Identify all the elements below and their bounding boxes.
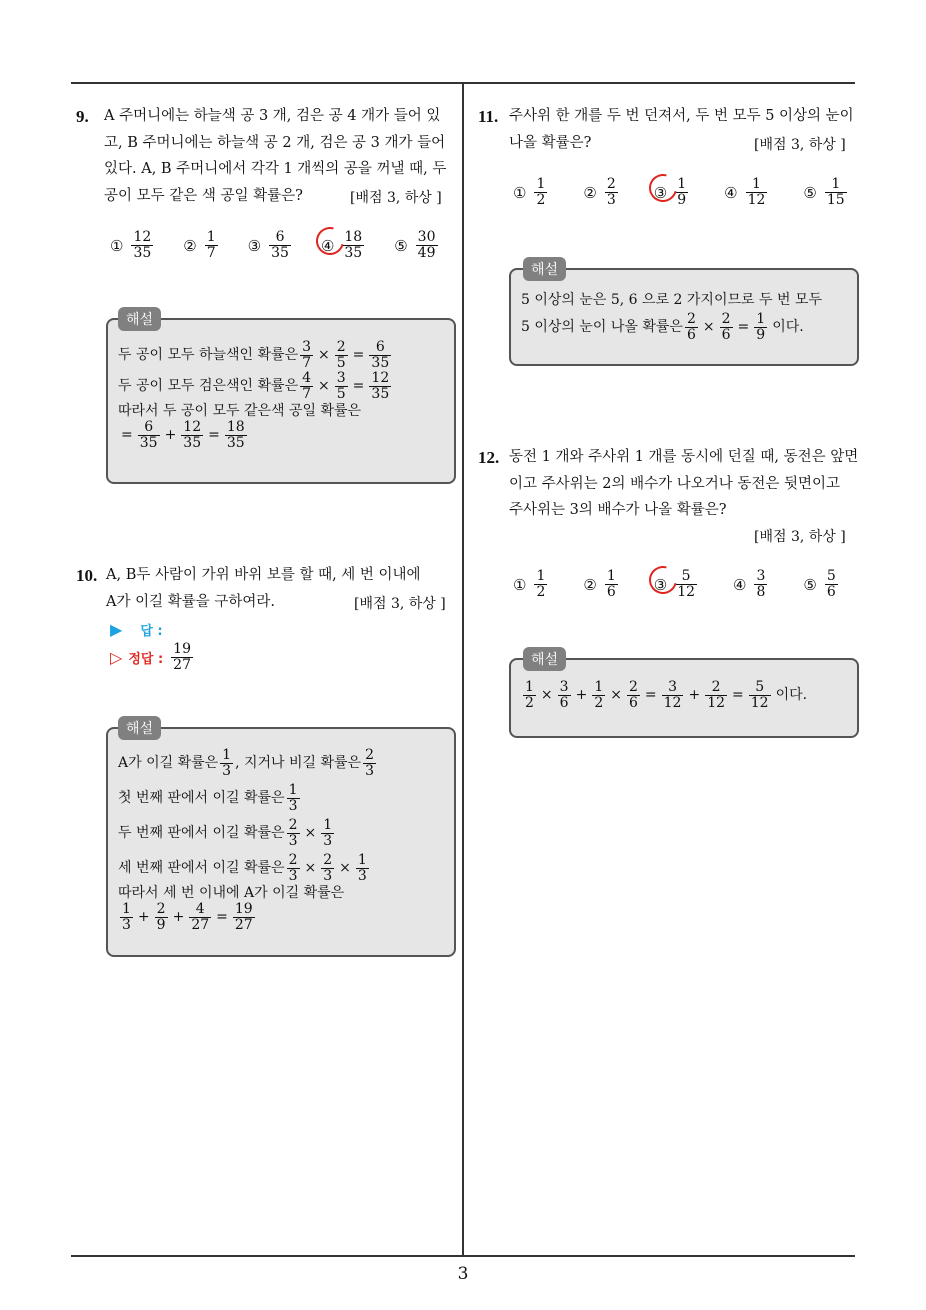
- q10-number: 10.: [76, 566, 98, 585]
- numerator: 1: [222, 747, 232, 763]
- numerator: 1: [752, 176, 761, 192]
- q9-choice-5[interactable]: [394, 230, 439, 261]
- denominator: 49: [417, 245, 436, 261]
- q12-choices: [513, 569, 868, 600]
- numerator: 2: [365, 747, 374, 763]
- solution-text: 5 이상의 눈은 5, 6 으로 2 가지이므로 두 번 모두: [521, 291, 822, 308]
- q9-line: A 주머니에는 하늘색 공 3 개, 검은 공 4 개가 들어 있: [104, 108, 441, 124]
- numerator: 3: [302, 339, 312, 355]
- denominator: 12: [750, 695, 769, 711]
- q11-line: 나올 확률은?: [509, 134, 592, 151]
- numerator: 2: [288, 817, 298, 833]
- denominator: 12: [747, 192, 766, 208]
- numerator: 1: [206, 229, 216, 245]
- solution-text: 따라서 세 번 이내에 A가 이길 확률은: [118, 884, 345, 901]
- denominator: 12: [663, 695, 682, 711]
- numerator: 1: [536, 568, 546, 584]
- denominator: 5: [336, 355, 346, 371]
- numerator: 12: [371, 370, 390, 386]
- denominator: 7: [302, 386, 312, 402]
- choice-mark: ②: [183, 236, 197, 255]
- numerator: 12: [183, 419, 202, 435]
- denominator: 9: [156, 917, 166, 933]
- numerator: 3: [336, 370, 346, 386]
- choice-mark: ④: [724, 183, 738, 202]
- denominator: 27: [234, 917, 253, 933]
- q10-answer-row: [110, 620, 163, 639]
- answer-label: 답 :: [140, 624, 163, 639]
- numerator: 2: [323, 852, 333, 868]
- q11-choice-5[interactable]: [803, 177, 848, 208]
- choice-mark: ⑤: [803, 183, 817, 202]
- q11-choice-4[interactable]: [724, 177, 769, 208]
- numerator: 1: [606, 568, 616, 584]
- denominator: 2: [536, 584, 546, 600]
- q11-solution: 5 이상의 눈은 5, 6 으로 2 가지이므로 두 번 모두 5 이상의 눈이 나올 확률은 $\frac{2}{6}$ × $\frac{2}{6}$ = $\frac{1}{9}$ 이다.: [521, 291, 822, 343]
- denominator: 9: [756, 327, 766, 343]
- denominator: 3: [288, 868, 298, 884]
- denominator: 3: [606, 192, 616, 208]
- denominator: 12: [677, 584, 696, 600]
- denominator: 6: [721, 327, 731, 343]
- solution-text: 두 번째 판에서 이길 확률은: [118, 825, 285, 841]
- q9-choice-3[interactable]: [248, 230, 293, 261]
- denominator: 35: [183, 435, 202, 451]
- hollow-arrow-icon: ▷: [110, 648, 123, 667]
- denominator: 2: [594, 695, 604, 711]
- numerator: 1: [525, 679, 534, 695]
- denominator: 3: [323, 868, 333, 884]
- denominator: 3: [288, 833, 298, 849]
- denominator: 9: [677, 192, 687, 208]
- q10-correct-row: [110, 642, 195, 673]
- numerator: 18: [226, 419, 245, 435]
- numerator: 2: [288, 852, 298, 868]
- denominator: 35: [344, 245, 363, 261]
- solution-text: 두 공이 모두 검은색인 확률은: [118, 378, 299, 394]
- q9-choice-1[interactable]: [110, 230, 155, 261]
- numerator: 2: [628, 679, 638, 695]
- choice-mark: ③: [653, 575, 668, 594]
- q11-choice-1[interactable]: [513, 177, 549, 208]
- q12-solution-tag: 해설: [523, 647, 566, 671]
- denominator: 3: [365, 763, 374, 779]
- q9-line: 공이 모두 같은 색 공일 확률은?: [104, 187, 303, 204]
- denominator: 5: [336, 386, 346, 402]
- choice-mark: ⑤: [803, 575, 817, 594]
- denominator: 35: [139, 435, 158, 451]
- q9-choices: [110, 230, 468, 261]
- denominator: 3: [323, 833, 333, 849]
- solution-text: 이다.: [772, 319, 804, 335]
- q12-score-meta: [배점 3, 하상 ]: [754, 529, 846, 545]
- numerator: 4: [302, 370, 312, 386]
- denominator: 3: [122, 917, 131, 933]
- solution-text: 따라서 두 공이 모두 같은색 공일 확률은: [118, 402, 362, 419]
- q12-solution: $\frac{1}{2}$ × $\frac{3}{6}$ + $\frac{1}{2}$ × $\frac{2}{6}$ = $\frac{3}{12}$ + $\frac{2}{12}$ = $\frac{5}{12}$ 이다.: [525, 679, 808, 711]
- numerator: 12: [133, 229, 152, 245]
- choice-mark: ①: [110, 236, 124, 255]
- choice-mark: ①: [513, 183, 527, 202]
- denominator: 27: [173, 657, 191, 673]
- numerator: 1: [288, 782, 298, 798]
- numerator: 1: [536, 176, 546, 192]
- choice-mark: ③: [653, 183, 668, 202]
- denominator: 2: [536, 192, 546, 208]
- denominator: 6: [606, 584, 616, 600]
- q10-line: A, B두 사람이 가위 바위 보를 할 때, 세 번 이내에: [106, 567, 421, 583]
- numerator: 5: [681, 568, 691, 584]
- q9-line: 있다. A, B 주머니에서 각각 1 개씩의 공을 꺼낼 때, 두: [104, 161, 447, 177]
- numerator: 18: [344, 229, 363, 245]
- denominator: 35: [271, 245, 289, 261]
- solution-text: , 지거나 비길 확률은: [235, 755, 362, 771]
- q12-text: [509, 444, 859, 524]
- q12-number: 12.: [478, 448, 500, 467]
- numerator: 2: [711, 679, 721, 695]
- correct-label: 정답 :: [128, 652, 164, 667]
- choice-mark: ④: [733, 575, 747, 594]
- denominator: 7: [206, 245, 216, 261]
- denominator: 15: [826, 192, 845, 208]
- q11-number: 11.: [478, 107, 499, 126]
- numerator: 6: [375, 339, 385, 355]
- denominator: 3: [357, 868, 367, 884]
- solution-text: 두 공이 모두 하늘색인 확률은: [118, 347, 299, 363]
- q11-choice-2[interactable]: [583, 177, 619, 208]
- q11-choice-3[interactable]: [654, 177, 690, 208]
- q12-choice-5[interactable]: [803, 569, 839, 600]
- q12-choice-1[interactable]: [513, 569, 549, 600]
- choice-mark: ②: [583, 575, 597, 594]
- solution-text: 첫 번째 판에서 이길 확률은: [118, 790, 285, 806]
- q9-choice-2[interactable]: [183, 230, 219, 261]
- numerator: 1: [122, 901, 131, 917]
- numerator: 5: [826, 568, 836, 584]
- choice-mark: ⑤: [394, 236, 408, 255]
- q9-solution: 두 공이 모두 하늘색인 확률은 $\frac{3}{7}$ × $\frac{2}{5}$ = $\frac{6}{35}$ 두 공이 모두 검은색인 확률은 $\frac{4}{7}$ × $\frac{3}{5}$ = $\frac{12}{35}$ 따라서 두 공이 모두 같은색 공일 확률은 = $\frac{6}{35}$ + $\frac{12}{35}$ = $\frac{18}{35}$: [118, 339, 390, 451]
- play-arrow-icon: ▶: [110, 620, 123, 639]
- q12-line: 이고 주사위는 2의 배수가 나오거나 동전은 뒷면이고: [509, 475, 841, 492]
- numerator: 1: [323, 817, 333, 833]
- denominator: 35: [226, 435, 245, 451]
- q12-choice-3[interactable]: [654, 569, 699, 600]
- choice-mark: ④: [320, 236, 335, 255]
- choice-mark: ②: [583, 183, 597, 202]
- choice-mark: ①: [513, 575, 527, 594]
- numerator: 3: [668, 679, 677, 695]
- denominator: 2: [525, 695, 534, 711]
- numerator: 3: [559, 679, 569, 695]
- denominator: 6: [826, 584, 836, 600]
- q11-choices: [513, 177, 877, 208]
- numerator: 3: [756, 568, 766, 584]
- numerator: 2: [686, 311, 696, 327]
- numerator: 2: [336, 339, 346, 355]
- numerator: 19: [234, 901, 253, 917]
- numerator: 1: [594, 679, 604, 695]
- q9-line: 고, B 주머니에는 하늘색 공 2 개, 검은 공 3 개가 들어: [104, 134, 446, 151]
- q11-line: 주사위 한 개를 두 번 던져서, 두 번 모두 5 이상의 눈이: [509, 108, 854, 124]
- numerator: 1: [756, 311, 766, 327]
- denominator: 3: [288, 798, 298, 814]
- denominator: 27: [191, 917, 210, 933]
- numerator: 5: [755, 679, 765, 695]
- numerator: 2: [606, 176, 616, 192]
- q9-score-meta: [배점 3, 하상 ]: [350, 190, 442, 206]
- denominator: 3: [222, 763, 232, 779]
- solution-text: A가 이길 확률은: [118, 755, 219, 771]
- q11-solution-tag: 해설: [523, 257, 566, 281]
- numerator: 6: [144, 419, 154, 435]
- numerator: 2: [156, 901, 166, 917]
- numerator: 30: [417, 229, 436, 245]
- numerator: 1: [831, 176, 841, 192]
- q12-line: 동전 1 개와 주사위 1 개를 동시에 던질 때, 동전은 앞면: [509, 449, 859, 465]
- denominator: 35: [371, 355, 390, 371]
- solution-text: 5 이상의 눈이 나올 확률은: [521, 319, 683, 335]
- q10-score-meta: [배점 3, 하상 ]: [354, 596, 446, 612]
- denominator: 6: [628, 695, 638, 711]
- numerator: 1: [357, 852, 367, 868]
- denominator: 35: [371, 386, 390, 402]
- q10-line: A가 이길 확률을 구하여라.: [106, 593, 275, 610]
- q9-number: 9.: [76, 107, 89, 126]
- bottom-rule: [71, 1255, 855, 1257]
- denominator: 35: [133, 245, 152, 261]
- numerator: 1: [677, 176, 687, 192]
- numerator: 19: [173, 641, 191, 657]
- q12-choice-4[interactable]: [733, 569, 769, 600]
- q9-solution-tag: 해설: [118, 307, 161, 331]
- solution-text: 세 번째 판에서 이길 확률은: [118, 860, 285, 876]
- denominator: 7: [302, 355, 312, 371]
- q12-line: 주사위는 3의 배수가 나올 확률은?: [509, 502, 727, 518]
- numerator: 2: [721, 311, 731, 327]
- q10-solution: A가 이길 확률은 $\frac{1}{3}$ , 지거나 비길 확률은 $\frac{2}{3}$ 첫 번째 판에서 이길 확률은 $\frac{1}{3}$ 두 번째 판에서 이길 확률은 $\frac{2}{3}$ × $\frac{1}{3}$ 세 번째 판에서 이길 확률은 $\frac{2}{3}$ × $\frac{2}{3}$ × $\frac{1}{3}$ 따라서 세 번 이내에 A가 이길 확률은 $\frac{1}{3}$ + $\frac{2}{9}$ + $\frac{4}{27}$ = $\frac{19}{27}$: [118, 747, 374, 933]
- q12-choice-2[interactable]: [583, 569, 619, 600]
- denominator: 6: [686, 327, 696, 343]
- denominator: 8: [756, 584, 766, 600]
- numerator: 4: [195, 901, 205, 917]
- q9-choice-4[interactable]: [321, 230, 366, 261]
- q10-solution-tag: 해설: [118, 716, 161, 740]
- denominator: 6: [559, 695, 569, 711]
- page-number: 3: [457, 1264, 469, 1284]
- q11-score-meta: [배점 3, 하상 ]: [754, 137, 846, 153]
- denominator: 12: [707, 695, 726, 711]
- choice-mark: ③: [247, 236, 262, 255]
- solution-text: 이다.: [775, 687, 808, 703]
- numerator: 6: [275, 229, 285, 245]
